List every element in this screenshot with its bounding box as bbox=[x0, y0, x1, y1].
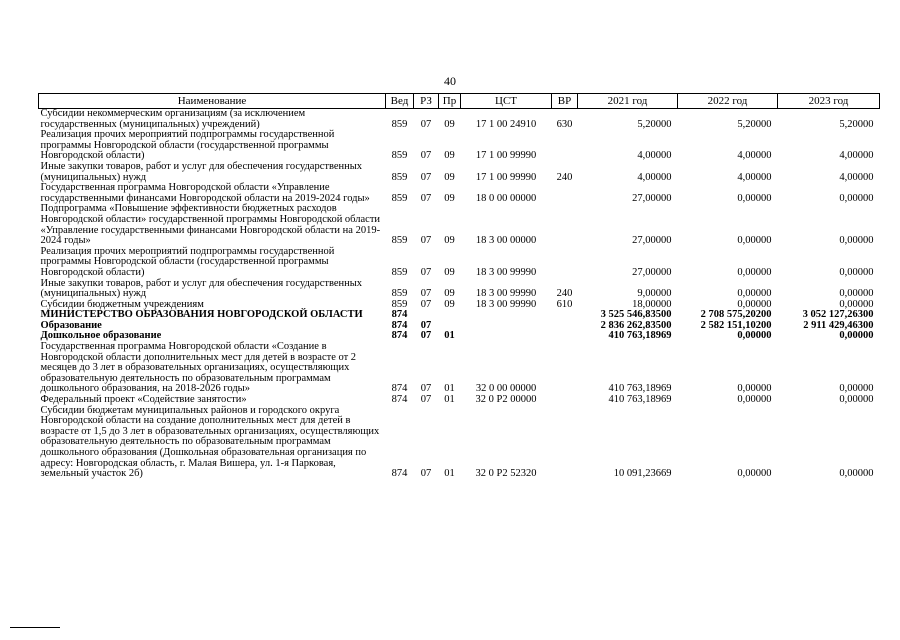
cell-pr: 09 bbox=[444, 235, 455, 247]
header-ved: Вед bbox=[386, 94, 414, 109]
cell-y2021: 410 763,18969 bbox=[608, 383, 672, 395]
cell-pr: 01 bbox=[444, 468, 455, 480]
table-row bbox=[39, 279, 880, 300]
cell-rz: 07 bbox=[420, 266, 432, 278]
header-pr: Пр bbox=[439, 94, 461, 109]
table-row bbox=[39, 130, 880, 162]
cell-name: Иные закупки товаров, работ и услуг для обеспечения государственных (муниципальных) нужд bbox=[40, 160, 363, 183]
header-rz: РЗ bbox=[414, 94, 439, 109]
cell-rz: 07 bbox=[420, 288, 432, 300]
cell-y2023: 4,00000 bbox=[839, 171, 874, 183]
cell-y2021: 27,00000 bbox=[632, 192, 672, 204]
cell-y2022: 2 708 575,20200 bbox=[700, 309, 772, 321]
cell-y2023: 5,20000 bbox=[839, 118, 874, 130]
header-name: Наименование bbox=[39, 94, 386, 109]
cell-vr: 240 bbox=[556, 171, 573, 183]
cell-vr bbox=[552, 395, 578, 406]
cell-y2021: 4,00000 bbox=[637, 150, 672, 162]
table-row bbox=[39, 109, 880, 131]
cell-y2022: 4,00000 bbox=[737, 150, 772, 162]
cell-pr: 09 bbox=[444, 298, 455, 310]
cell-y2021: 3 525 546,83500 bbox=[600, 309, 672, 321]
cell-rz: 07 bbox=[420, 171, 432, 183]
header-vr: ВР bbox=[552, 94, 578, 109]
cell-name: Субсидии бюджетным учреждениям bbox=[40, 298, 204, 310]
cell-ved: 859 bbox=[391, 192, 408, 204]
cell-name: Государственная программа Новгородской области «Управление государственными финансами Новгородской области на 2019-2024 годы» bbox=[40, 182, 370, 204]
cell-y2022: 0,00000 bbox=[737, 288, 772, 300]
cell-vr: 610 bbox=[556, 298, 573, 310]
cell-pr: 09 bbox=[444, 192, 455, 204]
table-row bbox=[39, 162, 880, 183]
cell-pr bbox=[439, 310, 461, 321]
cell-cst: 32 0 00 00000 bbox=[475, 383, 537, 395]
cell-rz: 07 bbox=[420, 150, 432, 162]
cell-ved: 874 bbox=[391, 319, 408, 331]
cell-ved: 874 bbox=[391, 309, 408, 321]
cell-pr: 01 bbox=[444, 394, 455, 406]
cell-name: Реализация прочих мероприятий подпрограммы государственной программы Новгородской области (государственной программы Новгородской области) bbox=[40, 245, 335, 278]
cell-rz: 07 bbox=[420, 298, 432, 310]
cell-vr: 630 bbox=[556, 118, 573, 130]
cell-y2021: 10 091,23669 bbox=[613, 468, 672, 480]
cell-name: Субсидии некоммерческим организациям (за исключением государственных (муниципальных) учреждений) bbox=[40, 108, 306, 130]
cell-ved: 874 bbox=[391, 330, 408, 342]
cell-y2023: 0,00000 bbox=[839, 192, 874, 204]
table-body bbox=[39, 109, 880, 480]
cell-y2023: 2 911 429,46300 bbox=[803, 319, 874, 331]
page-number: 40 bbox=[444, 74, 456, 88]
cell-vr bbox=[552, 321, 578, 332]
cell-ved: 859 bbox=[391, 171, 408, 183]
cell-vr bbox=[552, 310, 578, 321]
cell-pr: 09 bbox=[444, 118, 455, 130]
cell-y2022: 4,00000 bbox=[737, 171, 772, 183]
cell-y2023: 0,00000 bbox=[839, 468, 874, 480]
cell-y2021: 4,00000 bbox=[637, 171, 672, 183]
header-cst: ЦСТ bbox=[461, 94, 552, 109]
cell-y2023: 3 052 127,26300 bbox=[802, 309, 874, 321]
cell-pr: 01 bbox=[444, 383, 455, 395]
cell-rz: 07 bbox=[420, 118, 432, 130]
cell-name: Реализация прочих мероприятий подпрограммы государственной программы Новгородской области (государственной программы Новгородской области) bbox=[40, 129, 335, 162]
cell-rz: 07 bbox=[420, 330, 432, 342]
cell-pr: 09 bbox=[444, 266, 455, 278]
cell-cst: 18 3 00 99990 bbox=[475, 266, 537, 278]
cell-y2021: 27,00000 bbox=[632, 235, 672, 247]
header-2021: 2021 год bbox=[578, 94, 678, 109]
cell-y2021: 18,00000 bbox=[632, 298, 672, 310]
cell-y2022: 0,00000 bbox=[737, 330, 772, 342]
cell-y2022: 2 582 151,10200 bbox=[700, 319, 772, 331]
cell-y2021: 410 763,18969 bbox=[608, 394, 672, 406]
cell-pr: 09 bbox=[444, 288, 455, 300]
cell-vr bbox=[552, 183, 578, 204]
cell-y2023: 4,00000 bbox=[839, 150, 874, 162]
cell-pr: 09 bbox=[444, 150, 455, 162]
cell-y2021: 27,00000 bbox=[632, 266, 672, 278]
cell-y2022: 0,00000 bbox=[737, 266, 772, 278]
cell-vr bbox=[552, 342, 578, 395]
cell-ved: 859 bbox=[391, 150, 408, 162]
cell-name: Государственная программа Новгородской области «Создание в Новгородской области дополнительных мест для детей в возрасте от 2 месяцев до 3 лет в образовательных организациях, осуществляющих образовательную деятельность по образовательным программам дошкольного образования, на 2018-2026 годы» bbox=[40, 341, 357, 395]
cell-y2022: 0,00000 bbox=[737, 468, 772, 480]
cell-pr: 01 bbox=[444, 330, 455, 342]
cell-cst bbox=[461, 321, 552, 332]
cell-y2022: 0,00000 bbox=[737, 298, 772, 310]
cell-cst bbox=[461, 310, 552, 321]
cell-rz: 07 bbox=[420, 383, 432, 395]
cell-name: Образование bbox=[40, 319, 102, 331]
cell-cst: 18 3 00 99990 bbox=[475, 298, 537, 310]
cell-ved: 859 bbox=[391, 266, 408, 278]
cell-cst: 32 0 P2 00000 bbox=[475, 394, 537, 406]
cell-y2021: 9,00000 bbox=[637, 288, 672, 300]
cell-name: Федеральный проект «Содействие занятости» bbox=[40, 394, 247, 406]
table-row bbox=[39, 342, 880, 395]
budget-table bbox=[38, 93, 880, 480]
cell-ved: 874 bbox=[391, 394, 408, 406]
cell-y2023: 0,00000 bbox=[839, 330, 874, 342]
cell-ved: 874 bbox=[391, 383, 408, 395]
cell-cst bbox=[461, 331, 552, 342]
cell-cst: 17 1 00 99990 bbox=[475, 171, 537, 183]
cell-name: Субсидии бюджетам муниципальных районов и городского округа Новгородской области на создание дополнительных мест для детей в возрасте от 1,5 до 3 лет в образовательных организациях, осуществляющих образовательную деятельность по образовательным программам дошкольного образования (Дошкольная образовательная организация по адресу: Новгородская область, г. Малая Вишера, ул. 1-я Парковая, земельный участок 2б) bbox=[40, 404, 380, 480]
header-2022: 2022 год bbox=[678, 94, 778, 109]
table-row bbox=[39, 247, 880, 279]
cell-vr bbox=[552, 331, 578, 342]
cell-pr: 09 bbox=[444, 171, 455, 183]
cell-y2021: 5,20000 bbox=[637, 118, 672, 130]
cell-y2023: 0,00000 bbox=[839, 235, 874, 247]
cell-ved: 874 bbox=[391, 468, 408, 480]
table-row bbox=[39, 204, 880, 246]
cell-y2023: 0,00000 bbox=[839, 383, 874, 395]
cell-y2022: 0,00000 bbox=[737, 394, 772, 406]
cell-y2021: 2 836 262,83500 bbox=[600, 319, 672, 331]
footnote-rule bbox=[10, 627, 60, 628]
cell-rz: 07 bbox=[420, 192, 432, 204]
cell-vr bbox=[552, 406, 578, 480]
cell-cst: 17 1 00 24910 bbox=[475, 118, 537, 130]
table-row bbox=[39, 406, 880, 480]
cell-name: МИНИСТЕРСТВО ОБРАЗОВАНИЯ НОВГОРОДСКОЙ ОБЛАСТИ bbox=[40, 309, 363, 321]
cell-cst: 17 1 00 99990 bbox=[475, 150, 537, 162]
cell-ved: 859 bbox=[391, 298, 408, 310]
cell-y2023: 0,00000 bbox=[839, 288, 874, 300]
cell-y2022: 0,00000 bbox=[737, 235, 772, 247]
cell-name: Подпрограмма «Повышение эффективности бюджетных расходов Новгородской области» государственной программы Новгородской области «Управление государственными финансами Новгородской области на 2019-2024 годы» bbox=[40, 203, 381, 247]
cell-rz: 07 bbox=[420, 235, 432, 247]
header-2023: 2023 год bbox=[778, 94, 880, 109]
cell-name: Иные закупки товаров, работ и услуг для обеспечения государственных (муниципальных) нужд bbox=[40, 277, 363, 300]
table-header-row bbox=[39, 94, 880, 109]
cell-vr bbox=[552, 130, 578, 162]
cell-y2023: 0,00000 bbox=[839, 266, 874, 278]
cell-y2022: 0,00000 bbox=[737, 383, 772, 395]
cell-y2021: 410 763,18969 bbox=[608, 330, 672, 342]
cell-y2023: 0,00000 bbox=[839, 298, 874, 310]
cell-y2022: 5,20000 bbox=[737, 118, 772, 130]
cell-ved: 859 bbox=[391, 288, 408, 300]
cell-name: Дошкольное образование bbox=[40, 330, 162, 342]
cell-vr: 240 bbox=[556, 288, 573, 300]
cell-cst: 32 0 P2 52320 bbox=[475, 468, 537, 480]
cell-vr bbox=[552, 204, 578, 246]
table-row bbox=[39, 183, 880, 204]
cell-cst: 18 3 00 00000 bbox=[475, 235, 537, 247]
cell-ved: 859 bbox=[391, 118, 408, 130]
cell-rz: 07 bbox=[420, 468, 432, 480]
cell-cst: 18 0 00 00000 bbox=[475, 192, 537, 204]
cell-y2022: 0,00000 bbox=[737, 192, 772, 204]
cell-rz: 07 bbox=[420, 319, 432, 331]
cell-vr bbox=[552, 247, 578, 279]
cell-rz: 07 bbox=[420, 394, 432, 406]
cell-ved: 859 bbox=[391, 235, 408, 247]
cell-y2023: 0,00000 bbox=[839, 394, 874, 406]
cell-cst: 18 3 00 99990 bbox=[475, 288, 537, 300]
